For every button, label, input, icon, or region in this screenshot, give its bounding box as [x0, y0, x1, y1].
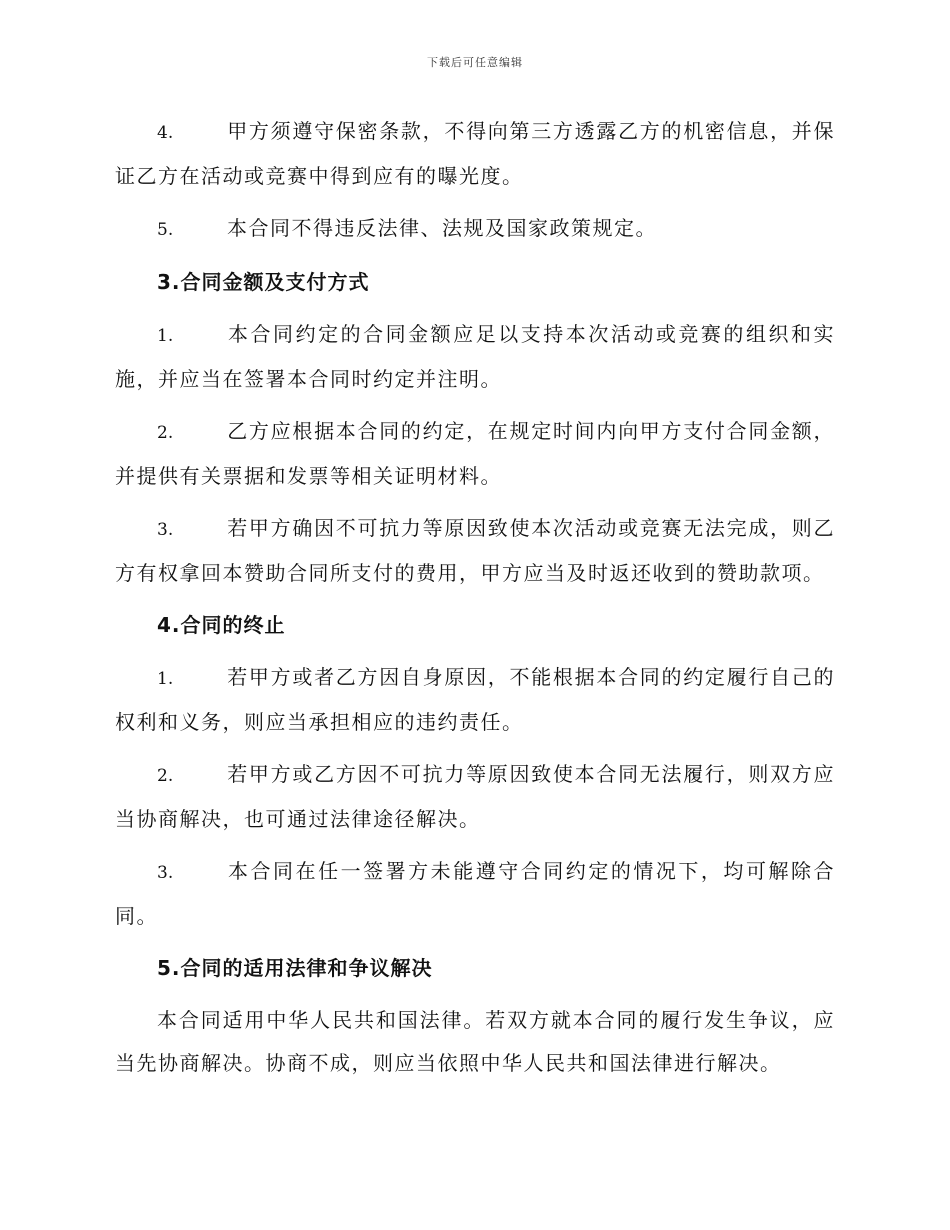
item-text: 本合同不得违反法律、法规及国家政策规定。: [227, 216, 657, 240]
item-text: 若甲方确因不可抗力等原因致使本次活动或竞赛无法完成，则乙方有权拿回本赞助合同所支付的费用，甲方应当及时返还收到的赞助款项。: [115, 516, 835, 585]
document-body: [115, 110, 835, 1094]
list-item: [115, 753, 835, 841]
item-text: 乙方应根据本合同的约定，在规定时间内向甲方支付合同金额，并提供有关票据和发票等相关证明材料。: [115, 419, 835, 488]
item-text: 本合同约定的合同金额应足以支持本次活动或竞赛的组织和实施，并应当在签署本合同时约定并注明。: [115, 322, 835, 391]
item-number: 2.: [157, 766, 174, 786]
page-header: 下载后可任意编辑: [427, 56, 523, 69]
list-item: [115, 410, 835, 498]
paragraph: 本合同适用中华人民共和国法律。若双方就本合同的履行发生争议，应当先协商解决。协商不成，则应当依照中华人民共和国法律进行解决。: [115, 1008, 835, 1075]
item-text: 本合同在任一签署方未能遵守合同约定的情况下，均可解除合同。: [115, 859, 835, 928]
list-item: [115, 507, 835, 595]
item-number: 3.: [157, 863, 174, 883]
list-item: [115, 313, 835, 401]
list-item: [115, 110, 835, 198]
item-text: 若甲方或乙方因不可抗力等原因致使本合同无法履行，则双方应当协商解决，也可通过法律途径解决。: [115, 762, 835, 831]
list-item: [115, 656, 835, 744]
section-heading: 5.合同的适用法律和争议解决: [157, 956, 433, 980]
item-number: 2.: [157, 423, 174, 443]
item-number: 1.: [157, 669, 174, 689]
item-text: 若甲方或者乙方因自身原因，不能根据本合同的约定履行自己的权利和义务，则应当承担相应的违约责任。: [115, 665, 835, 734]
section-heading: 3.合同金额及支付方式: [157, 270, 370, 294]
section-heading: 4.合同的终止: [157, 613, 286, 637]
item-number: 1.: [157, 326, 174, 346]
list-item: [115, 207, 835, 252]
item-text: 甲方须遵守保密条款，不得向第三方透露乙方的机密信息，并保证乙方在活动或竞赛中得到应有的曝光度。: [115, 119, 835, 188]
list-item: [115, 850, 835, 938]
item-number: 3.: [157, 520, 174, 540]
item-number: 4.: [157, 123, 174, 143]
item-number: 5.: [157, 220, 174, 240]
